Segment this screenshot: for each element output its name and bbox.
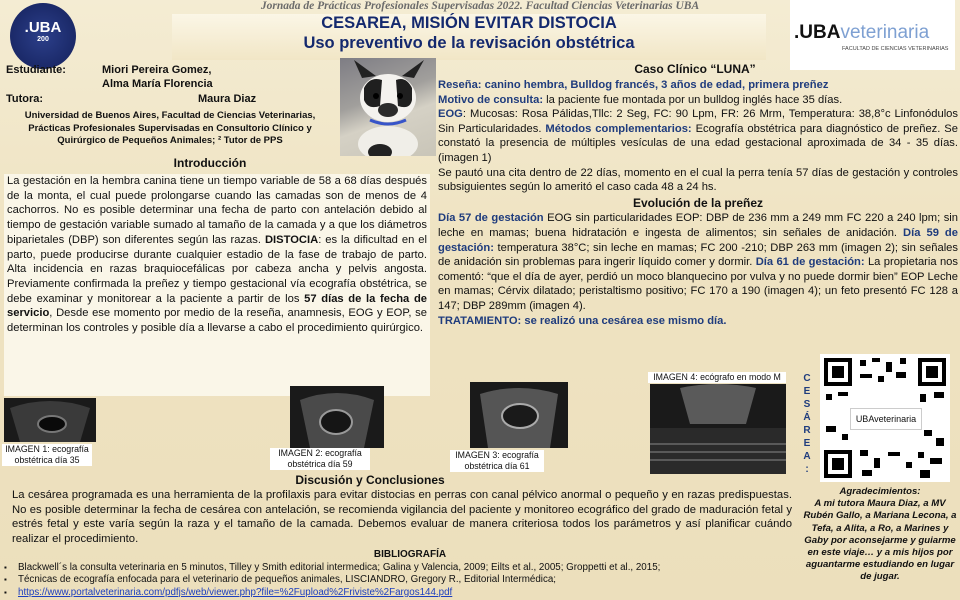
case-heading: Caso Clínico “LUNA” xyxy=(634,62,756,76)
qr-center-label: UBAveterinaria xyxy=(850,408,922,430)
discussion-text: La cesárea programada es una herramienta de la profilaxis para evitar distocias en perras con canal pélvico anormal o pequeño y en razas predispuestas. No es posible determinar la fecha de cesárea con antelación, se recomienda vigilancia del paciente y monitoreo ecográfico del grado de maduración fetal y estrés fetal y este varía según la raza y el tamaño de la camada. Debemos evaluar de manera criteriosa todos los parámetros y así planificar cuándo realizar el procedimiento. xyxy=(12,489,792,545)
poster-subtitle: Uso preventivo de la revisación obstétrica xyxy=(303,34,635,52)
event-title: Jornada de Prácticas Profesionales Supervisadas 2022. Facultad Ciencias Veterinarias UBA xyxy=(260,0,700,12)
poster-title-box xyxy=(172,14,766,60)
image-2-caption: IMAGEN 2: ecografía obstétrica día 59 xyxy=(270,448,370,470)
uba-veterinaria-logo: .UBAveterinaria FACULTAD DE CIENCIAS VETERINARIAS xyxy=(790,0,955,70)
ultrasound-image-4-m-mode xyxy=(650,384,786,474)
bibliography-item: ▪ Blackwell´s la consulta veterinaria en 5 minutos, Tilley y Smith editorial intermedica; Galina y Valencia, 2009; Eilts et al., 2005; Groppetti et al., 2015; xyxy=(0,562,800,574)
bulldog-image xyxy=(340,58,436,156)
discussion-heading: Discusión y Conclusiones xyxy=(295,473,445,487)
qr-code[interactable] xyxy=(820,354,950,482)
dog-photo xyxy=(340,58,436,156)
evolution-heading: Evolución de la preñez xyxy=(632,195,764,210)
bibliography-item: ▪ Técnicas de ecografía enfocada para el veterinario de pequeños animales, LISCIANDRO, Gregory R., Editorial Intermédica; xyxy=(0,574,800,586)
affiliation: Universidad de Buenos Aires, Facultad de Ciencias Veterinarias, Prácticas Profesionales Supervisadas en Consultorio Clínico y Quirúrgico de Pequeños Animales; ² Tutor de PPS xyxy=(24,110,316,146)
tutor-label: Tutora: xyxy=(6,93,44,105)
tutor-name: Maura Diaz xyxy=(198,93,257,105)
bibliography-link[interactable]: https://www.portalveterinaria.com/pdfjs/web/viewer.php?file=%2Fupload%2Friviste%2Fargos144.pdf xyxy=(18,586,453,598)
intro-heading: Introducción xyxy=(173,156,247,170)
intro-text: La gestación en la hembra canina tiene un tiempo variable de 58 a 68 días después de la monta, el cual puede prolongarse cuando las camadas son de menos de 4 cachorros. No es posible determinar una fecha de parto con antelación debido al tiempo de gestación variable sumado al tamaño de la camada y a que los diámetros biparietales (DBP) son diferentes según las razas. DISTOCIA: es la dificultad en el parto, puede producirse durante cualquier estadio de la fase de trabajo de parto. Alta incidencia en razas braquiocefálicas por cabeza ancha y pelvis angosta. Previamente confirmada la preñez y tiempo gestacional vía ecografía obstétrica, se debe examinar y monitorear a la paciente a partir de los 57 días de la fecha de servicio, Desde ese momento por medio de la reseña, anamnesis, EOG y EOP, se determinan los controles y posible día a llevarse a cabo el procedimiento quirúrgico. xyxy=(4,174,430,396)
treatment: TRATAMIENTO: se realizó una cesárea ese mismo día. xyxy=(438,314,727,327)
bibliography-heading: BIBLIOGRAFÍA xyxy=(373,549,447,560)
ultrasound-image-2 xyxy=(290,386,384,448)
image-4-caption: IMAGEN 4: ecógrafo en modo M xyxy=(648,372,786,383)
uba-200-logo: .UBA 200 xyxy=(10,3,76,69)
bibliography-list xyxy=(0,562,800,599)
bibliography-item xyxy=(0,587,800,599)
image-1-caption: IMAGEN 1: ecografía obstétrica día 35 xyxy=(2,444,92,466)
cesarea-vertical-text: C E S Á R E A : xyxy=(803,373,811,475)
case-text: Reseña: canino hembra, Bulldog francés, 3 años de edad, primera preñez Motivo de consulta: la paciente fue montada por un bulldog inglés hace 35 días. EOG: Mucosas: Rosa Pálidas,Tllc: 2 Seg, FC: 90 Lpm, FR: 26 Mrm, Temperatura: 38,8°c Linfonódulos Sin Particularidades. Métodos complementarios: Ecografía obstétrica para diagnóstico de preñez. Se constató la presencia de múltiples vesículas de una edad gestacional aproximada de 34 - 35 días. (imagen 1) Se pautó una cita dentro de 22 días, momento en el cual la perra tenía 57 días de gestación y controles subsiguientes según lo ameritó el caso cada 48 a 24 hs. Evolución de la preñez Día 57 de gestación EOG sin particularidades EOP: DBP de 236 mm a 249 mm FC 220 a 240 lpm; sin leche en mamas; buena hidratación e ingesta de alimentos; sin señales de anidación. Día 59 de gestación: temperatura 38°C; sin leche en mamas; FC 200 -210; DBP 263 mm (imagen 2); sin señales de anidación sin problemas para ingerir líquido comer y dormir. Día 61 de gestación: La propietaria nos comentó: “que el día de ayer, perdió un moco blanquecino por vulva y no puede dormir bien” EOP Leche en mamas; Cérvix dilatado; peristaltismo positivo; FC 170 a 190 (imagen 4); un feto presentó FC 128 a 147; DBP 289mm (imagen 4). TRATAMIENTO: se realizó una cesárea ese mismo día. xyxy=(438,79,959,327)
student-label: Estudiante: xyxy=(6,64,66,76)
student-name-2: Alma María Florencia xyxy=(102,78,213,90)
poster-title: CESAREA, MISIÓN EVITAR DISTOCIA xyxy=(321,14,617,32)
student-name-1: Miori Pereira Gomez, xyxy=(102,64,212,76)
ultrasound-image-1 xyxy=(4,398,96,442)
image-3-caption: IMAGEN 3: ecografía obstétrica día 61 xyxy=(450,450,544,472)
acknowledgments: Agradecimientos: A mi tutora Maura Diaz, a MV Rubén Gallo, a Mariana Lecona, a Tefa, a Alita, a Ro, a Marines y Gaby por aconsejarme y guiarme en este viaje… y a mis hijos por aguantarme estudiando en lugar de jugar. xyxy=(803,486,957,583)
ultrasound-image-3 xyxy=(470,382,568,448)
